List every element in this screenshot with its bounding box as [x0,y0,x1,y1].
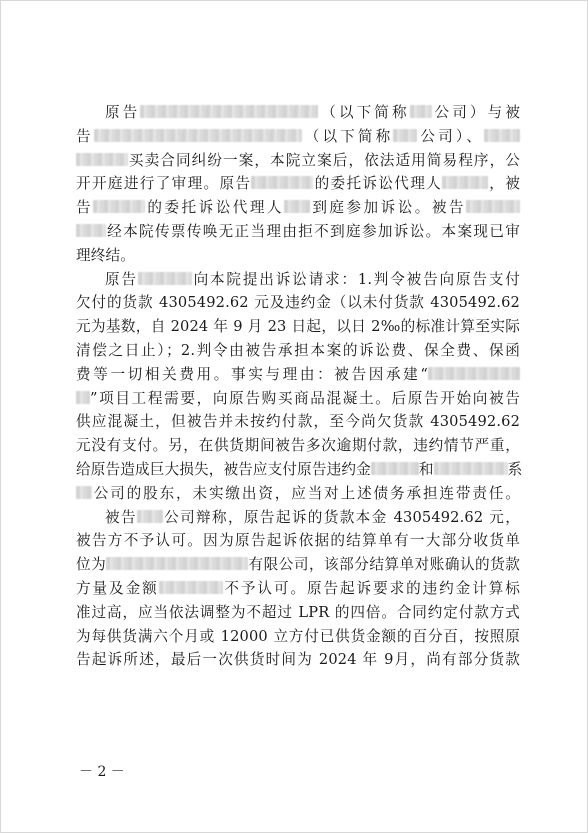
text-line [76,506,520,530]
redacted-text [442,176,488,189]
text-run: 向本院提出诉讼请求：1.判令被告向原告支付 [191,270,520,288]
text-line [76,172,520,196]
text-line [76,601,520,625]
text-run: 经本院传票传唤无正当理由拒不到庭参加诉讼。本案现已审 [106,222,520,240]
paragraph-3 [76,506,520,673]
text-line [76,244,520,268]
text-line [76,648,520,672]
text-line [76,196,520,220]
text-run: 元为基数，自 2024 年 9 月 23 日起，以日 2‰的标准计算至实际 [76,318,520,336]
redacted-text [93,200,145,213]
text-run: 供应混凝土，但被告并未按约付款，至今尚欠货款 4305492.62 [76,413,520,431]
redacted-text [484,129,520,142]
redacted-text [159,581,223,594]
text-run: 位为 [76,556,107,574]
text-line [76,315,520,339]
page-number: － 2 － [79,764,125,780]
text-run: 给原告造成巨大损失，被告应支付原告违约金 [76,460,371,478]
redacted-text [284,200,310,213]
text-line [76,458,523,482]
text-line [76,387,520,411]
text-run: ，被 [488,175,520,193]
text-line [76,553,520,577]
redacted-text [76,224,106,237]
text-run: （以下简称 [301,127,394,145]
redacted-text [371,462,419,475]
text-run: 有限公司，该部分结算单对账确认的货款 [248,556,520,574]
text-run: 准过高，应当依法调整为不超过 LPR 的四倍。合同约定付款方式 [76,603,520,621]
text-line [76,220,520,244]
redacted-text [251,176,313,189]
text-line [76,577,520,601]
text-run: 公司）、 [417,127,484,145]
redacted-text [140,105,318,118]
text-line [76,291,520,315]
text-run: 被告 [105,508,137,526]
text-line [76,125,520,149]
text-run: 欠付的货款 4305492.62 元及违约金（以未付货款 4305492.62 [76,294,520,312]
text-run: 理终结。 [76,246,135,264]
redacted-text [428,367,520,380]
text-line [76,101,520,125]
text-run: 原告 [105,104,141,121]
text-run: 到庭参加诉讼。被告 [310,199,466,217]
paragraph-1 [76,101,520,268]
text-line [76,363,520,387]
text-run: 费等一切相关费用。事实与理由：被告因承建“ [76,365,428,383]
redacted-text [76,391,90,404]
text-run: 原告 [105,270,138,288]
text-run: ”项目工程需要，向原告购买商品混凝土。后原告开始向被告 [90,389,520,407]
redacted-text [410,105,432,118]
text-line [76,625,520,649]
text-run: （以下简称 [318,104,410,121]
text-run: 被告方不予认可。因为原告起诉依据的结算单有一大部分收货单 [76,532,520,550]
text-line [76,268,520,292]
text-run: 方量及金额 [76,579,159,597]
text-run: 系 [507,460,523,478]
redacted-text [106,557,248,570]
text-run: 不予认可。原告起诉要求的违约金计算标 [222,579,520,597]
text-line [76,529,520,553]
text-line [76,410,520,434]
text-run: 告起诉所述，最后一次供货时间为 2024 年 9月，尚有部分货款 [76,651,520,669]
redacted-text [76,153,128,166]
redacted-text [393,129,417,142]
redacted-text [138,272,192,285]
text-run: 清偿之日止）；2.判令由被告承担本案的诉讼费、保全费、保函 [76,341,520,359]
text-run: 公司辩称，原告起诉的货款本金 4305492.62 元， [162,508,520,526]
text-run: 为每供货满六个月或 12000 立方付已供货金额的百分百，按照原 [76,627,520,645]
text-run: 元没有支付。另，在供货期间被告多次逾期付款，违约情节严重， [76,437,520,455]
text-line [76,339,520,363]
text-run: 买卖合同纠纷一案，本院立案后，依法适用简易程序，公 [128,151,520,169]
redacted-text [94,129,302,142]
redacted-text [434,462,508,475]
text-line [76,149,520,173]
text-run: 告 [76,127,94,145]
text-line [76,482,520,506]
text-run: 的委托诉讼代理人 [313,175,443,193]
text-run: 的委托诉讼代理人 [145,199,284,217]
redacted-text [137,510,163,523]
text-run: 开开庭进行了审理。原告 [76,175,252,193]
document-body [76,101,523,672]
redacted-text [466,200,520,213]
text-line [76,434,520,458]
text-run: 公司）与被 [431,104,520,121]
text-run: 公司的股东，未实缴出资，应当对上述债务承担连带责任。 [92,484,520,502]
redacted-text [76,486,92,499]
text-run: 和 [418,460,434,478]
text-run: 告 [76,199,94,217]
paragraph-2 [76,268,523,506]
